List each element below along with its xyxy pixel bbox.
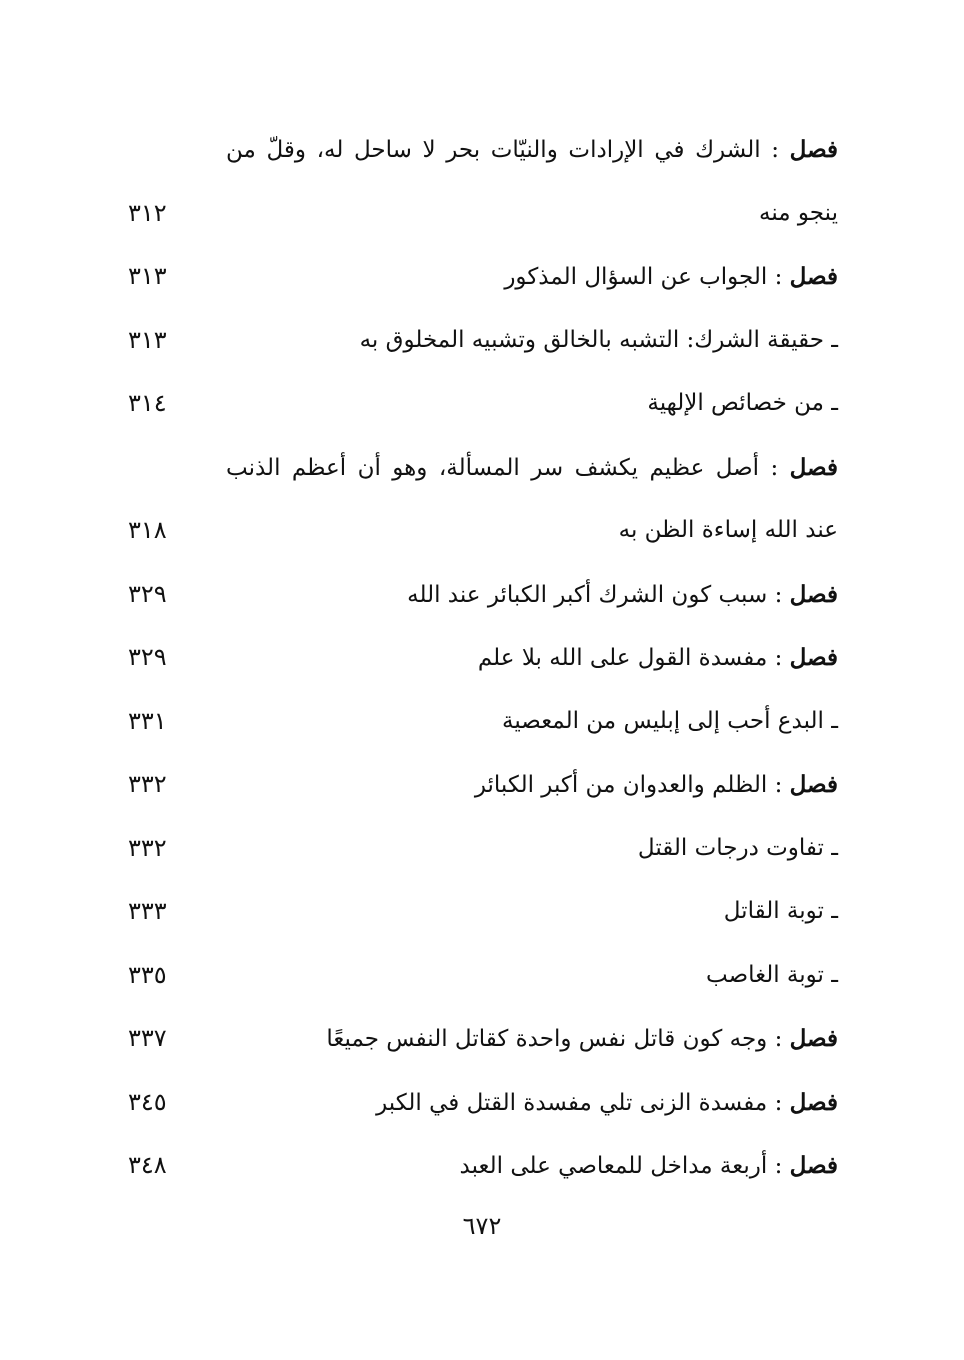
toc-entry-continuation: عند الله إساءة الظن به	[618, 517, 838, 543]
toc-subentry-text: ـ البدع أحب إلى إبليس من المعصية	[501, 707, 838, 734]
section-label: فصل	[789, 644, 838, 671]
toc-line	[0, 880, 964, 944]
entry-title: : مفسدة القول على الله بلا علم	[477, 645, 783, 671]
toc-subentry-text: ـ حقيقة الشرك: التشبه بالخالق وتشبيه المخلوق به	[359, 326, 838, 353]
section-label: فصل	[789, 136, 839, 163]
entry-title: : الظلم والعدوان من أكبر الكبائر	[474, 772, 783, 798]
page-footer-number: ٦٧٢	[462, 1212, 502, 1240]
toc-line	[0, 245, 964, 309]
toc-entry-text	[475, 753, 838, 818]
section-label: فصل	[789, 1025, 838, 1052]
toc-line	[0, 1071, 964, 1135]
page-number: ٣٤٥	[128, 1087, 167, 1116]
toc-line	[0, 1134, 964, 1198]
page-number: ٣٣٢	[128, 833, 167, 862]
toc-line	[0, 753, 964, 817]
page-number: ٣٢٩	[128, 643, 167, 671]
toc-entry-text	[226, 436, 838, 501]
page-number: ٣١٣	[128, 262, 167, 290]
entry-title: : الشرك في الإرادات والنيّات بحر لا ساحل له، وقلّ من	[226, 137, 780, 163]
entry-title: : الجواب عن السؤال المذكور	[504, 264, 783, 290]
toc-entry-text	[376, 1071, 838, 1136]
page-number: ٣١٣	[128, 325, 167, 354]
section-label: فصل	[789, 453, 838, 481]
section-label: فصل	[789, 1152, 838, 1179]
section-label: فصل	[789, 580, 838, 608]
section-label: فصل	[789, 263, 838, 290]
entry-title: : وجه كون قاتل نفس واحدة كقاتل النفس جميعًا	[326, 1026, 783, 1052]
page-number: ٣٣٢	[128, 770, 167, 798]
section-label: فصل	[789, 1088, 838, 1116]
page-number: ٣٣٧	[128, 1024, 167, 1052]
page-number: ٣٣٥	[128, 960, 167, 989]
toc-entry-continuation: ينجو منه	[759, 199, 838, 226]
toc-line	[0, 436, 964, 500]
table-of-contents	[0, 118, 964, 1198]
toc-subentry-text: ـ توبة الغاصب	[706, 961, 838, 988]
toc-line	[0, 309, 964, 373]
toc-subentry-text: ـ تفاوت درجات القتل	[637, 834, 838, 861]
toc-entry-text	[326, 1007, 838, 1072]
page-number: ٣١٤	[128, 389, 167, 417]
toc-line	[0, 118, 964, 182]
toc-entry-text	[460, 1134, 838, 1199]
toc-line	[0, 690, 964, 754]
toc-line	[0, 944, 964, 1008]
page-number: ٣١٢	[128, 198, 167, 227]
page-number: ٣٣٣	[128, 897, 167, 925]
toc-entry-text	[407, 563, 838, 628]
entry-title: : أصل عظيم يكشف سر المسألة، وهو أن أعظم الذنب	[226, 454, 779, 481]
toc-subentry-text: ـ من خصائص الإلهية	[647, 390, 838, 416]
section-label: فصل	[789, 771, 838, 798]
page-number: ٣١٨	[128, 516, 167, 544]
toc-subentry-text: ـ توبة القاتل	[723, 898, 838, 924]
page-number: ٣٣١	[128, 706, 167, 735]
page-number: ٣٢٩	[128, 579, 167, 608]
toc-line	[0, 499, 964, 563]
toc-line	[0, 182, 964, 246]
page-number: ٣٤٨	[128, 1151, 167, 1179]
toc-entry-text	[504, 245, 838, 310]
toc-entry-text	[478, 626, 838, 691]
toc-line	[0, 626, 964, 690]
entry-title: : سبب كون الشرك أكبر الكبائر عند الله	[407, 581, 783, 608]
entry-title: : مفسدة الزنى تلي مفسدة القتل في الكبر	[376, 1089, 783, 1116]
entry-title: : أربعة مداخل للمعاصي على العبد	[459, 1153, 783, 1179]
toc-entry-text	[226, 118, 838, 183]
toc-line	[0, 372, 964, 436]
toc-line	[0, 563, 964, 627]
toc-line	[0, 817, 964, 881]
toc-line	[0, 1007, 964, 1071]
